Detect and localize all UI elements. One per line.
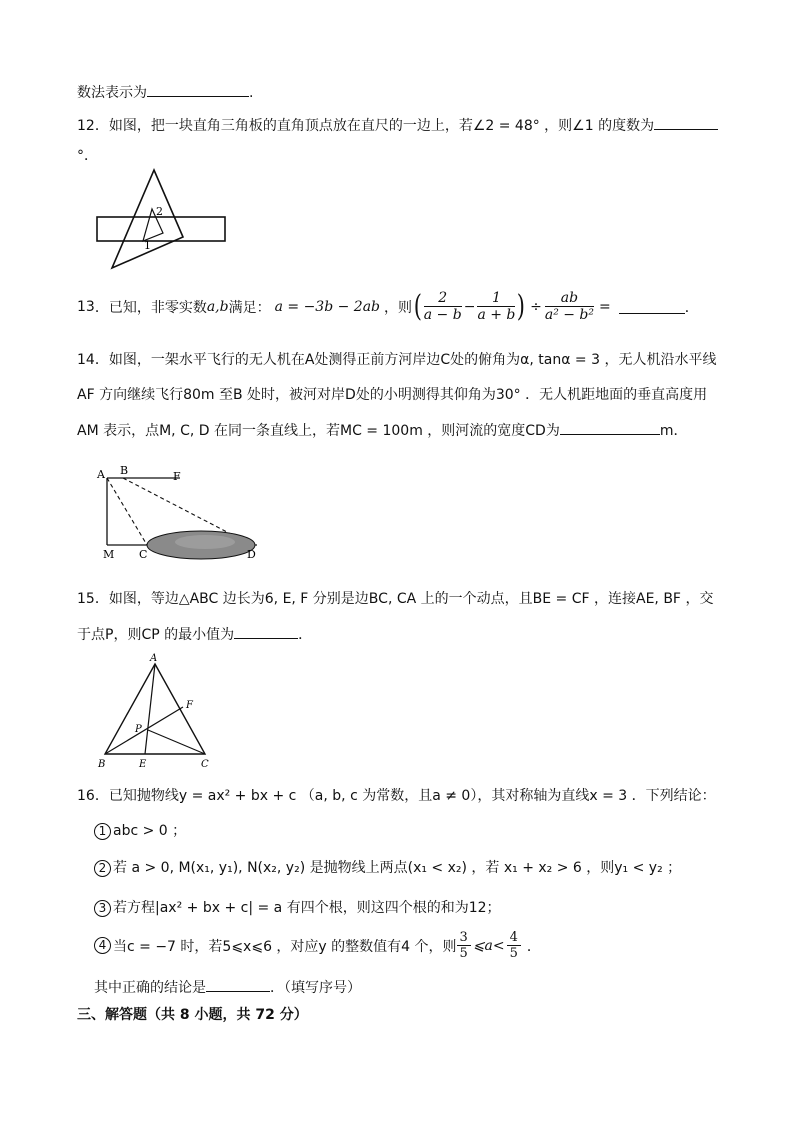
answer-line: 其中正确的结论是 ．（填写序号） xyxy=(94,977,361,997)
question-14-line-3: AM 表示，点M, C, D 在同一条直线上，若MC = 100m ，则河流的宽度CD为 m． xyxy=(77,420,687,440)
question-16-line-1: 16．已知抛物线y = ax² + bx + c （a, b, c 为常数，且a ≠ 0），其对称轴为直线x = 3 ．下列结论： xyxy=(77,788,716,804)
answer-blank xyxy=(147,82,249,97)
question-15-line-2: 于点P，则CP 的最小值为 ． xyxy=(77,624,312,644)
drone-river-figure xyxy=(95,462,270,562)
close-paren: ) xyxy=(517,289,526,324)
fraction: $\frac{2}{a - b}$ xyxy=(423,290,462,323)
point-B-label: B xyxy=(120,464,129,477)
angle-2-label: 2 xyxy=(156,205,163,218)
question-14-line-2: AF 方向继续飞行80m 至B 处时，被河对岸D处的小明测得其仰角为30° ．无人机距地面的垂直高度用 xyxy=(77,387,708,403)
vertex-A-label: A xyxy=(150,653,158,664)
fraction: $\frac{1}{a + b}$ xyxy=(477,290,516,323)
circled-number-2: 2 xyxy=(94,860,111,877)
question-12-tail: °． xyxy=(77,148,98,164)
conclusion-1: 1 abc > 0 ； xyxy=(94,820,186,840)
answer-blank xyxy=(206,977,270,992)
fraction: $\frac{4}{5}$ xyxy=(507,930,521,961)
question-13: 13 ．已知，非零实数 a,b 满足： a = −3b − 2ab ，则 ( $\frac{2}{a - b}$ − $\frac{1}{a + b}$ ) ÷ $\frac{ab}{\text{a² − b²}}$ = ． xyxy=(77,289,699,324)
vertex-B-label: B xyxy=(98,759,106,770)
equilateral-triangle-figure xyxy=(95,650,213,772)
fraction: $\frac{ab}{\text{a² − b²}}$ xyxy=(544,290,595,323)
circled-number-1: 1 xyxy=(94,823,111,840)
point-E-label: E xyxy=(139,759,147,770)
conclusion-4: 4 当c = −7 时，若5⩽x⩽6 ，对应y 的整数值有4 个，则 $\frac{3}{5}$ ⩽a< $\frac{4}{5}$ ． xyxy=(94,930,541,961)
point-P-label: P xyxy=(135,724,142,735)
question-15-line-1: 15．如图，等边△ABC 边长为6, E, F 分别是边BC, CA 上的一个动点，且BE = CF ，连接AE, BF ，交 xyxy=(77,591,714,607)
ruler-triangle-figure xyxy=(92,165,232,275)
point-M-label: M xyxy=(103,548,115,561)
point-F-label: F xyxy=(186,700,193,711)
answer-blank xyxy=(234,624,298,639)
answer-blank xyxy=(619,299,685,314)
answer-blank xyxy=(560,420,660,435)
circled-number-4: 4 xyxy=(94,937,111,954)
conclusion-3: 3 若方程|ax² + bx + c| = a 有四个根，则这四个根的和为12； xyxy=(94,897,501,917)
point-A-label: A xyxy=(97,468,105,481)
vertex-C-label: C xyxy=(201,759,209,770)
top-line: 数法表示为 . xyxy=(77,82,253,102)
conclusion-2: 2 若 a > 0, M(x₁, y₁), N(x₂, y₂) 是抛物线上两点(x₁ < x₂) ，若 x₁ + x₂ > 6 ，则y₁ < y₂ ； xyxy=(94,857,681,877)
point-C-label: C xyxy=(139,548,148,561)
answer-blank xyxy=(654,115,718,130)
circled-number-3: 3 xyxy=(94,900,111,917)
question-12: 12．如图，把一块直角三角板的直角顶点放在直尺的一边上，若∠2 = 48° ，则∠1 的度数为 xyxy=(77,115,718,135)
fraction: $\frac{3}{5}$ xyxy=(457,930,471,961)
question-14-line-1: 14．如图，一架水平飞行的无人机在A处测得正前方河岸边C处的俯角为α, tanα = 3 ，无人机沿水平线 xyxy=(77,352,717,368)
point-D-label: D xyxy=(247,548,256,561)
open-paren: ( xyxy=(413,289,422,324)
angle-1-label: 1 xyxy=(144,239,151,252)
section-3-heading: 三、解答题（共 8 小题，共 72 分） xyxy=(77,1007,308,1023)
point-F-label: F xyxy=(173,470,181,483)
